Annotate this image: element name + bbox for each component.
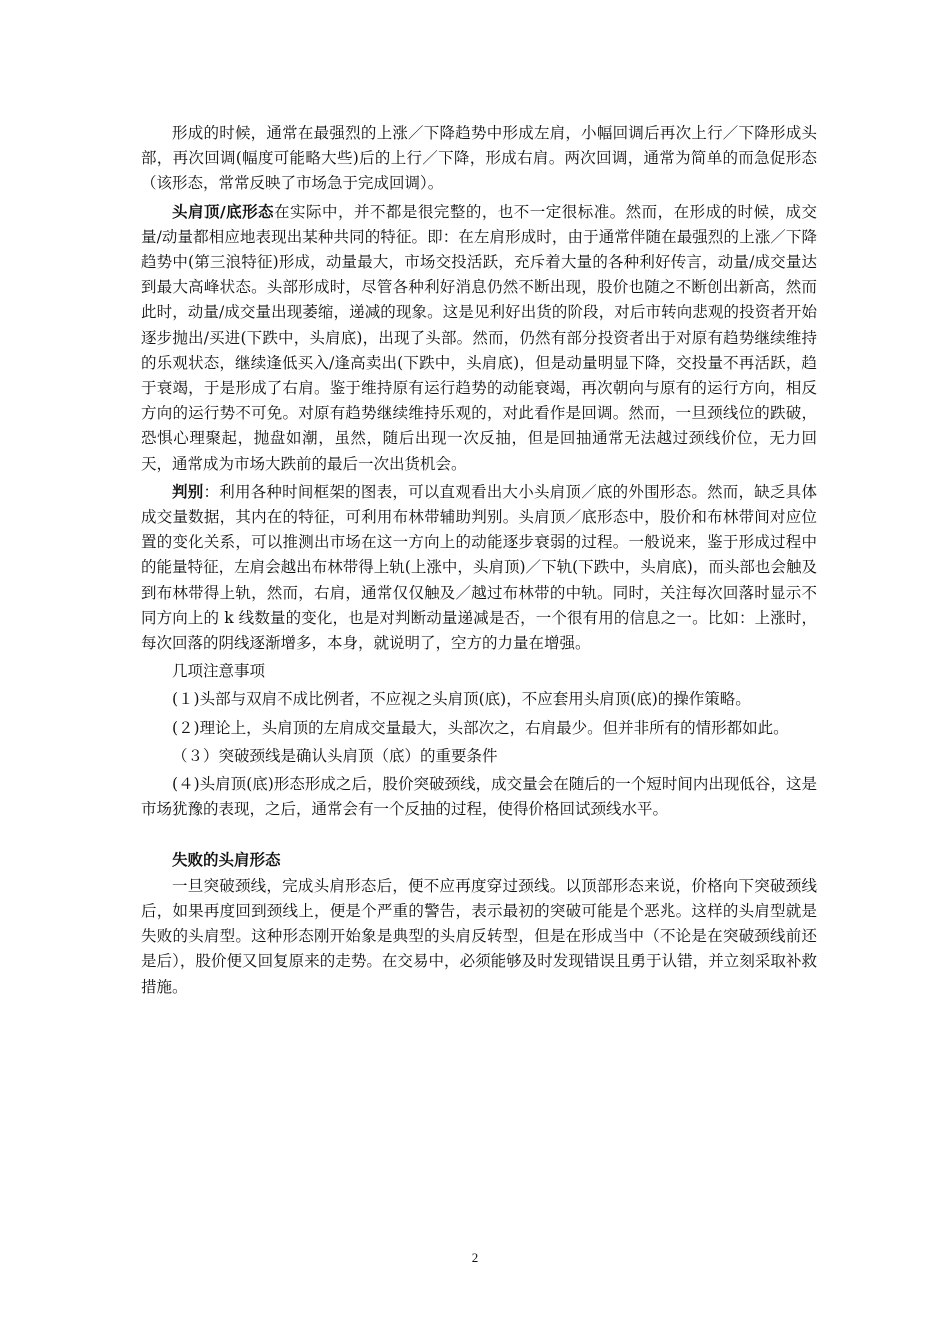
paragraph-text: (２)理论上，头肩顶的左肩成交量最大，头部次之，右肩最少。但并非所有的情形都如此。: [172, 718, 789, 737]
paragraph-text: 在实际中，并不都是很完整的，也不一定很标准。然而，在形成的时候，成交量/动量都相应地表现出某种共同的特征。即：在左肩形成时，由于通常伴随在最强烈的上涨／下降趋势中(第三浪特征)形成，动量最大，市场交投活跃，充斥着大量的各种利好传言，动量/成交量达到最大高峰状态。头部形成时，尽管各种利好消息仍然不断出现，股价也随之不断创出新高，然而此时，动量/成交量出现萎缩，递减的现象。这是见利好出货的阶段，对后市转向悲观的投资者开始逐步抛出/买进(下跌中，头肩底)，出现了头部。然而，仍然有部分投资者出于对原有趋势继续维持的乐观状态，继续逢低买入/逢高卖出(下跌中，头肩底)，但是动量明显下降，交投量不再活跃，趋于衰竭，于是形成了右肩。鉴于维持原有运行趋势的动能衰竭，再次朝向与原有的运行方向，相反方向的运行势不可免。对原有趋势继续维持乐观的，对此看作是回调。然而，一旦颈线位的跌破，恐惧心理聚起，抛盘如潮，虽然，随后出现一次反抽，但是回抽通常无法越过颈线价位，无力回天，通常成为市场大跌前的最后一次出货机会。: [141, 202, 817, 473]
paragraph-head-shoulders-characteristics: [141, 200, 817, 477]
paragraph-text: （３）突破颈线是确认头肩顶（底）的重要条件: [172, 746, 498, 765]
list-item-note-2: [141, 716, 817, 741]
paragraph-text: 一旦突破颈线，完成头肩形态后，便不应再度穿过颈线。以顶部形态来说，价格向下突破颈线后，如果再度回到颈线上，便是个严重的警告，表示最初的突破可能是个恶兆。这样的头肩型就是失败的头肩型。这种形态刚开始象是典型的头肩反转型，但是在形成当中（不论是在突破颈线前还是后），股价便又回复原来的走势。在交易中，必须能够及时发现错误且勇于认错，并立刻采取补救措施。: [141, 876, 817, 996]
section-heading-failed-pattern: [141, 848, 817, 873]
paragraph-text: (１)头部与双肩不成比例者，不应视之头肩顶(底)，不应套用头肩顶(底)的操作策略。: [172, 690, 751, 709]
paragraph-identification: [141, 480, 817, 656]
page-number: 2: [471, 1250, 479, 1265]
list-item-note-1: [141, 687, 817, 712]
paragraph-text: ：利用各种时间框架的图表，可以直观看出大小头肩顶／底的外围形态。然而，缺乏具体成交量数据，其内在的特征，可利用布林带辅助判别。头肩顶／底形态中，股价和布林带间对应位置的变化关系，可以推测出市场在这一方向上的动能逐步衰弱的过程。一般说来，鉴于形成过程中的能量特征，左肩会越出布林带得上轨(上涨中，头肩顶)／下轨(下跌中，头肩底)，而头部也会触及到布林带得上轨，然而，右肩，通常仅仅触及／越过布林带的中轨。同时，关注每次回落时显示不同方向上的 k 线数量的变化，也是对判断动量递减是否，一个很有用的信息之一。比如：上涨时，每次回落的阴线逐渐增多，本身，就说明了，空方的力量在增强。: [141, 482, 817, 653]
paragraph-shoulder-formation: [141, 121, 817, 197]
paragraph-text: 形成的时候，通常在最强烈的上涨／下降趋势中形成左肩，小幅回调后再次上行／下降形成头部，再次回调(幅度可能略大些)后的上行／下降，形成右肩。两次回调，通常为简单的而急促形态（该形态，常常反映了市场急于完成回调）。: [141, 124, 817, 193]
paragraph-text: 几项注意事项: [172, 662, 266, 681]
list-item-note-4: [141, 772, 817, 822]
paragraph-heading: 判别: [172, 482, 204, 501]
paragraph-heading: 头肩顶/底形态: [172, 202, 275, 221]
paragraph-heading: 失败的头肩形态: [172, 851, 281, 870]
section-title-notes: [141, 659, 817, 684]
document-body: [141, 121, 817, 1000]
paragraph-failed-pattern: [141, 874, 817, 1000]
list-item-note-3: [141, 744, 817, 769]
paragraph-text: (４)头肩顶(底)形态形成之后，股价突破颈线，成交量会在随后的一个短时间内出现低谷，这是市场犹豫的表现，之后，通常会有一个反抽的过程，使得价格回试颈线水平。: [141, 775, 817, 819]
